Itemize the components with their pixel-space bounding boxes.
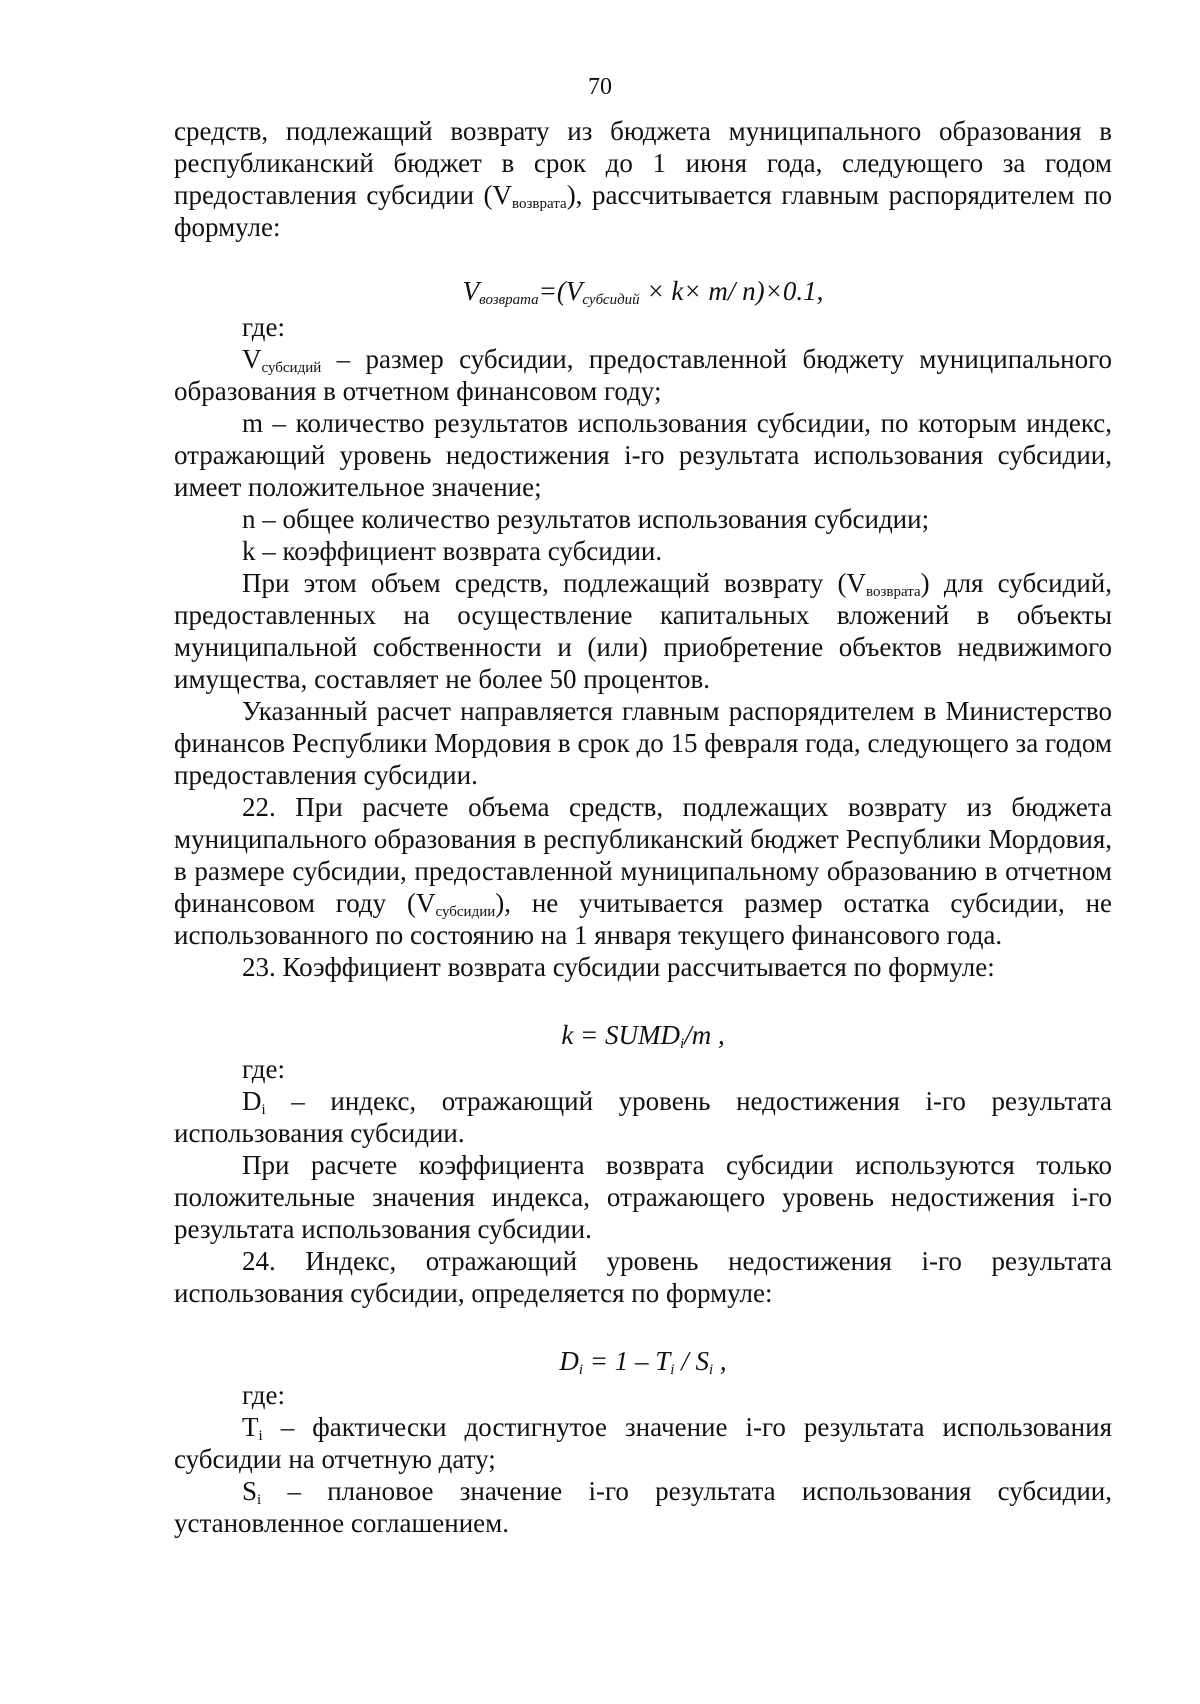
paragraph-22: 22. При расчете объема средств, подлежащих возврату из бюджета муниципального образования в республиканский бюджет Республики Мордовия, в размере субсидии, предоставленной муниципальному образованию в отчетном финансовом году $(V_{субсидии})$, не учитывается размер остатка субсидии, не использованного по состоянию на 1 января текущего финансового года. xyxy=(174,792,1112,950)
paragraph-positive-values: При расчете коэффициента возврата субсидии используются только положительные значения индекса, отражающего уровень недостижения i-го результата использования субсидии. xyxy=(174,1150,1112,1244)
paragraph-23: 23. Коэффициент возврата субсидии рассчитывается по формуле: xyxy=(242,952,995,982)
definition-s-i: $S_i$ – плановое значение i-го результата использования субсидии, установленное соглашением. xyxy=(174,1476,1112,1538)
paragraph-capital-investments: При этом объем средств, подлежащий возврату $(V_{возврата})$ для субсидий, предоставленных на осуществление капитальных вложений в объекты муниципальной собственности и (или) приобретение объектов недвижимого имущества, составляет не более 50 процентов. xyxy=(174,568,1113,694)
definition-v-subsidy: $V_{субсидий}$ – размер субсидии, предоставленной бюджету муниципального образования в отчетном финансовом году; xyxy=(174,344,1112,406)
where-label-1: где: xyxy=(242,312,285,342)
definition-d-i: $D_i$ – индекс, отражающий уровень недостижения i-го результата использования субсидии. xyxy=(174,1086,1112,1148)
formula-return-volume: $V_{возврата}=(V_{субсидий} \times k\times m/$ n)×0.1, xyxy=(462,276,824,308)
definition-k: k – коэффициент возврата субсидии. xyxy=(242,536,663,566)
page-number: 70 xyxy=(588,74,612,100)
where-label-2: где: xyxy=(242,1054,285,1084)
formula-index: $D_i = 1 - T_i / S_i$ , xyxy=(559,1346,727,1378)
paragraph-calculation-sent: Указанный расчет направляется главным распорядителем в Министерство финансов Республики Мордовия в срок до 15 февраля года, следующего за годом предоставления субсидии. xyxy=(174,696,1112,790)
definition-t-i: $T_i$ – фактически достигнутое значение i-го результата использования субсидии на отчетную дату; xyxy=(174,1412,1112,1474)
definition-m: m – количество результатов использования субсидии, по которым индекс, отражающий уровень недостижения i-го результата использования субсидии, имеет положительное значение; xyxy=(174,408,1112,502)
paragraph-intro: средств, подлежащий возврату из бюджета муниципального образования в республиканский бюджет в срок до 1 июня года, следующего за годом предоставления субсидии $(V_{возврата})$, рассчитывается главным распорядителем по формуле: xyxy=(174,116,1112,242)
where-label-3: где: xyxy=(242,1380,285,1410)
paragraph-24: 24. Индекс, отражающий уровень недостижения i-го результата использования субсидии, определяется по формуле: xyxy=(174,1246,1112,1308)
definition-n: n – общее количество результатов использования субсидии; xyxy=(242,504,930,534)
document-body xyxy=(174,115,1112,1539)
formula-return-coefficient: $k = SUMD_i/m$ , xyxy=(561,1020,725,1052)
